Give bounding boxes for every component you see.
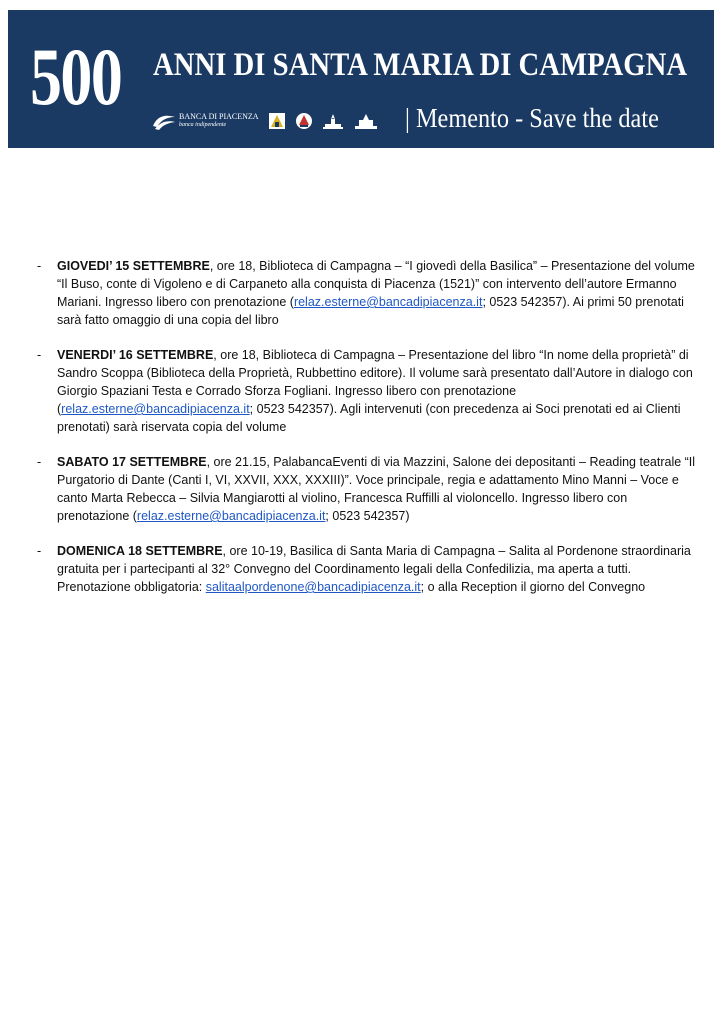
bank-name: BANCA DI PIACENZA xyxy=(179,112,259,121)
event-details: , ore 18, Biblioteca di Campagna – “I giovedì della Basilica” – Presentazione del volume “Il Buso, conte di Vigoleno e di Carpaneto alla conquista di Piacenza (1521)” con intervento dell’autore Ermanno Mariani. Ingresso libero con prenotazione ( xyxy=(57,259,695,309)
bank-logo xyxy=(151,111,259,131)
email-link[interactable]: salitaalpordenone@bancadipiacenza.it xyxy=(205,580,421,594)
event-details-end: ; 0523 542357). Ai primi 50 prenotati sarà fatto omaggio di una copia del libro xyxy=(57,295,684,327)
list-dash: - xyxy=(37,544,42,558)
event-date: DOMENICA 18 SETTEMBRE xyxy=(57,544,223,558)
emblem-icon-2 xyxy=(295,112,313,130)
event-details-end: ; 0523 542357) xyxy=(325,509,410,523)
banner-tagline: | Memento - Save the date xyxy=(405,103,659,133)
event-details: , ore 18, Biblioteca di Campagna – Presentazione del libro “In nome della proprietà” di Sandro Scoppa (Biblioteca della Proprietà, Rubbettino editore). Il volume sarà presentato dall’Autore in dialogo con Giorgio Spaziani Testa e Corrado Sforza Fogliani. Ingresso libero con prenotazione ( xyxy=(57,348,693,416)
email-link[interactable]: relaz.esterne@bancadipiacenza.it xyxy=(61,402,250,416)
event-item xyxy=(37,346,717,436)
emblem-icon-4 xyxy=(353,112,379,130)
email-link[interactable]: relaz.esterne@bancadipiacenza.it xyxy=(136,509,326,523)
list-dash: - xyxy=(37,259,42,273)
event-item xyxy=(37,542,717,596)
sponsor-logos xyxy=(151,106,379,136)
event-description xyxy=(57,346,699,436)
event-description xyxy=(57,542,699,596)
list-dash: - xyxy=(37,348,42,362)
event-date: VENERDI’ 16 SETTEMBRE xyxy=(57,348,214,362)
event-details: , ore 21.15, PalabancaEventi di via Mazzini, Salone dei depositanti – Reading teatrale “Il Purgatorio di Dante (Canti I, VI, XXVII, XXX, XXXIII)”. Voce principale, regia e adattamento Mino Manni – Voce e canto Marta Rebecca – Silvia Mangiarotti al violino, Francesca Ruffilli al violoncello. Ingresso libero con prenotazione ( xyxy=(57,455,696,523)
event-description xyxy=(57,257,699,329)
event-item xyxy=(37,453,717,525)
bank-subtitle: banca indipendente xyxy=(179,122,227,128)
header-banner xyxy=(8,10,714,148)
emblem-icon-1 xyxy=(268,112,286,130)
list-dash: - xyxy=(37,455,42,469)
bank-emblem-icon xyxy=(151,111,177,131)
event-date: SABATO 17 SETTEMBRE xyxy=(57,455,207,469)
event-details-end: ; 0523 542357). Agli intervenuti (con precedenza ai Soci prenotati ed ai Clienti prenotati) sarà riservata copia del volume xyxy=(57,402,681,434)
emblem-icon-3 xyxy=(322,112,344,130)
banner-headline: ANNI DI SANTA MARIA DI CAMPAGNA xyxy=(153,47,688,83)
event-date: GIOVEDI’ 15 SETTEMBRE xyxy=(57,259,210,273)
event-details-end: ; o alla Reception il giorno del Convegno xyxy=(420,580,646,594)
anniversary-number: 500 xyxy=(30,31,122,122)
email-link[interactable]: relaz.esterne@bancadipiacenza.it xyxy=(293,295,483,309)
event-details: , ore 10-19, Basilica di Santa Maria di Campagna – Salita al Pordenone straordinaria gratuita per i partecipanti al 32° Convegno del Coordinamento legali della Confedilizia, ma aperta a tutti. Prenotazione obbligatoria: xyxy=(57,544,691,594)
event-description xyxy=(57,453,699,525)
event-item xyxy=(37,257,717,329)
